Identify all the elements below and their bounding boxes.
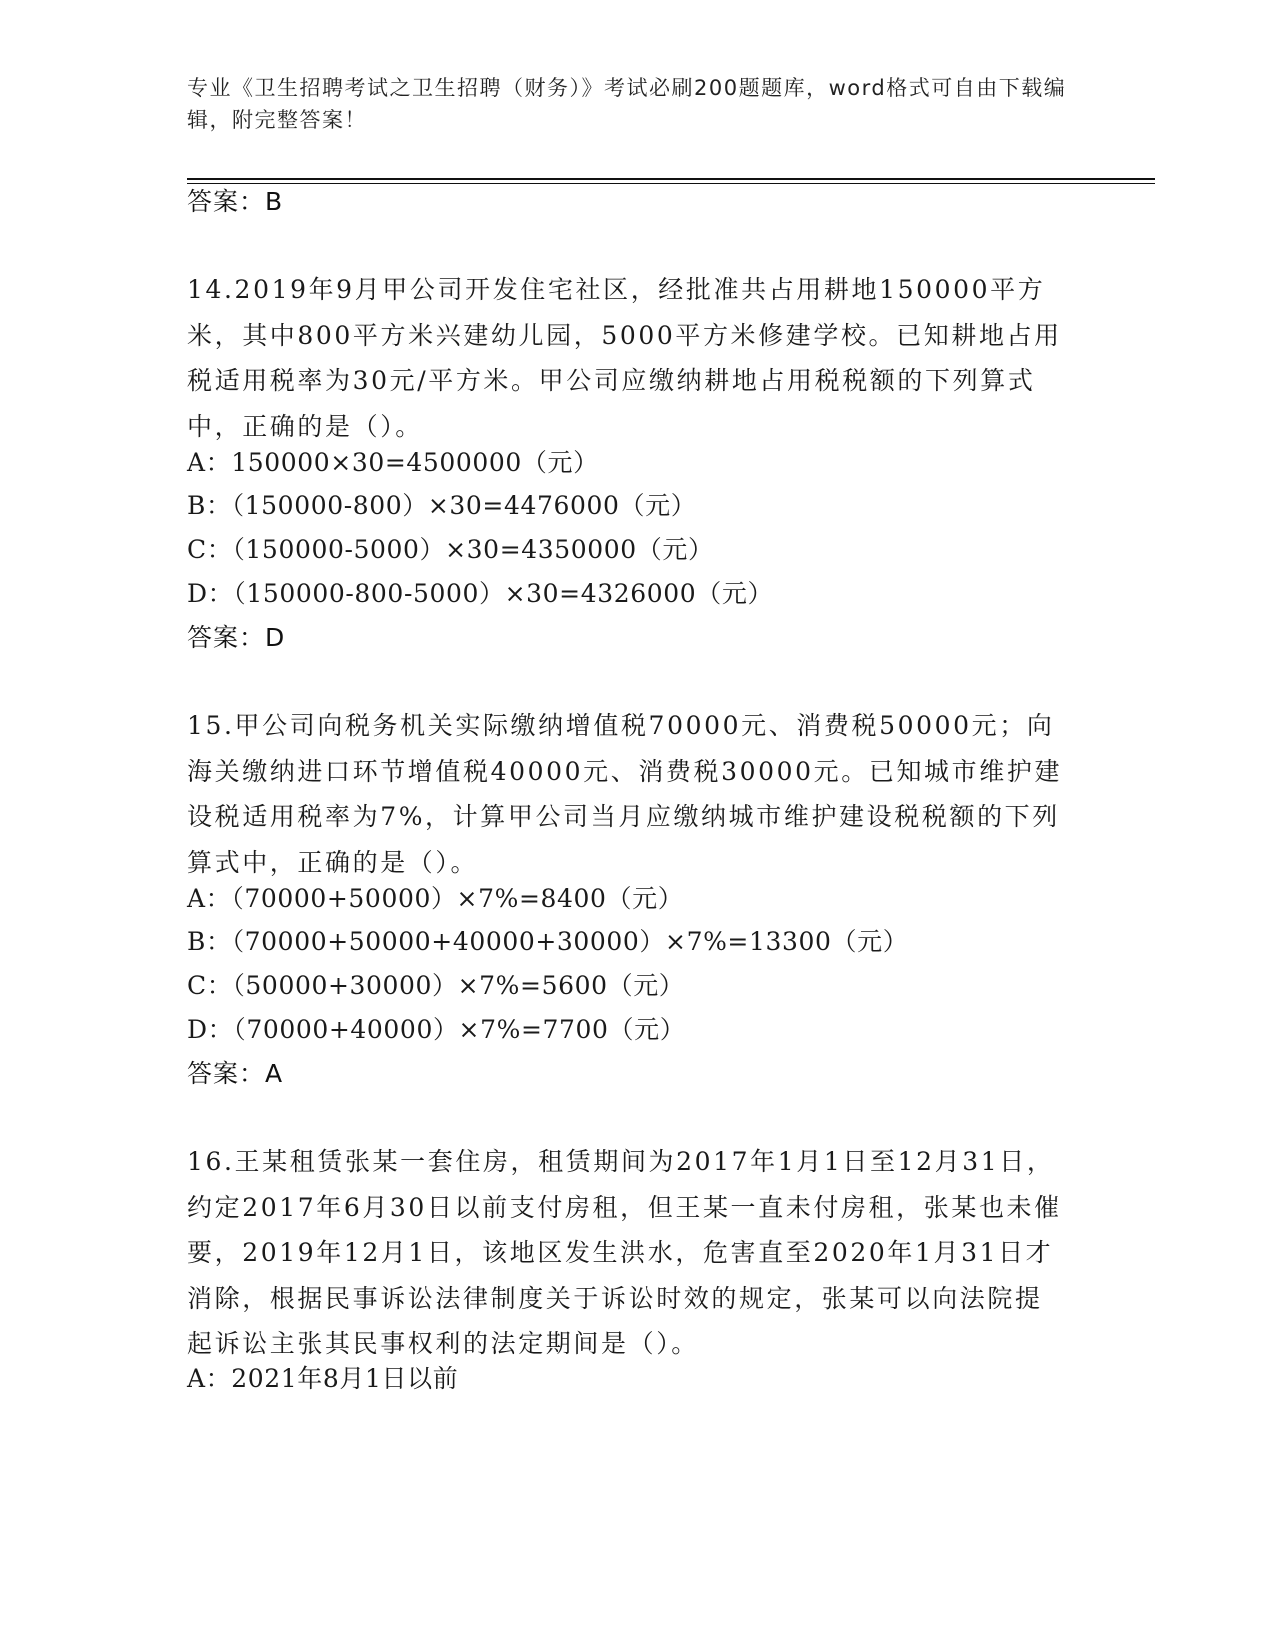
prev-question-answer: 答案：B [187,187,284,216]
question-14-answer: 答案：D [187,623,286,652]
question-14-option-d: D：（150000-800-5000）×30=4326000（元） [187,579,774,608]
question-15-option-c: C：（50000+30000）×7%=5600（元） [187,971,685,1000]
question-15-option-d: D：（70000+40000）×7%=7700（元） [187,1015,686,1044]
question-16-stem: 16.王某租赁张某一套住房，租赁期间为2017年1月1日至12月31日，约定2017年6月30日以前支付房租，但王某一直未付房租，张某也未催要，2019年12月1日，该地区发生洪水，危害直至2020年1月31日才消除，根据民事诉讼法律制度关于诉讼时效的规定，张某可以向法院提起诉讼主张其民事权利的法定期间是（）。 [187,1147,1062,1358]
page-header: 专业《卫生招聘考试之卫生招聘（财务）》考试必刷200题题库，word格式可自由下载编辑，附完整答案！ [187,76,1067,132]
question-15-option-a: A：（70000+50000）×7%=8400（元） [187,884,684,913]
question-15-option-b: B：（70000+50000+40000+30000）×7%=13300（元） [187,927,909,956]
question-15-stem: 15.甲公司向税务机关实际缴纳增值税70000元、消费税50000元；向海关缴纳进口环节增值税40000元、消费税30000元。已知城市维护建设税适用税率为7%，计算甲公司当月应缴纳城市维护建设税税额的下列算式中，正确的是（）。 [187,711,1063,877]
question-15-answer: 答案：A [187,1059,284,1088]
question-16-option-a: A：2021年8月1日以前 [187,1364,459,1393]
question-14-option-a: A：150000×30=4500000（元） [187,448,599,477]
question-14-option-c: C：（150000-5000）×30=4350000（元） [187,535,714,564]
question-14-stem: 14.2019年9月甲公司开发住宅社区，经批准共占用耕地150000平方米，其中800平方米兴建幼儿园，5000平方米修建学校。已知耕地占用税适用税率为30元/平方米。甲公司应缴纳耕地占用税税额的下列算式中，正确的是（）。 [187,275,1062,441]
header-divider-thick [187,178,1155,180]
question-14-option-b: B：（150000-800）×30=4476000（元） [187,491,697,520]
header-divider-thin [187,183,1155,184]
